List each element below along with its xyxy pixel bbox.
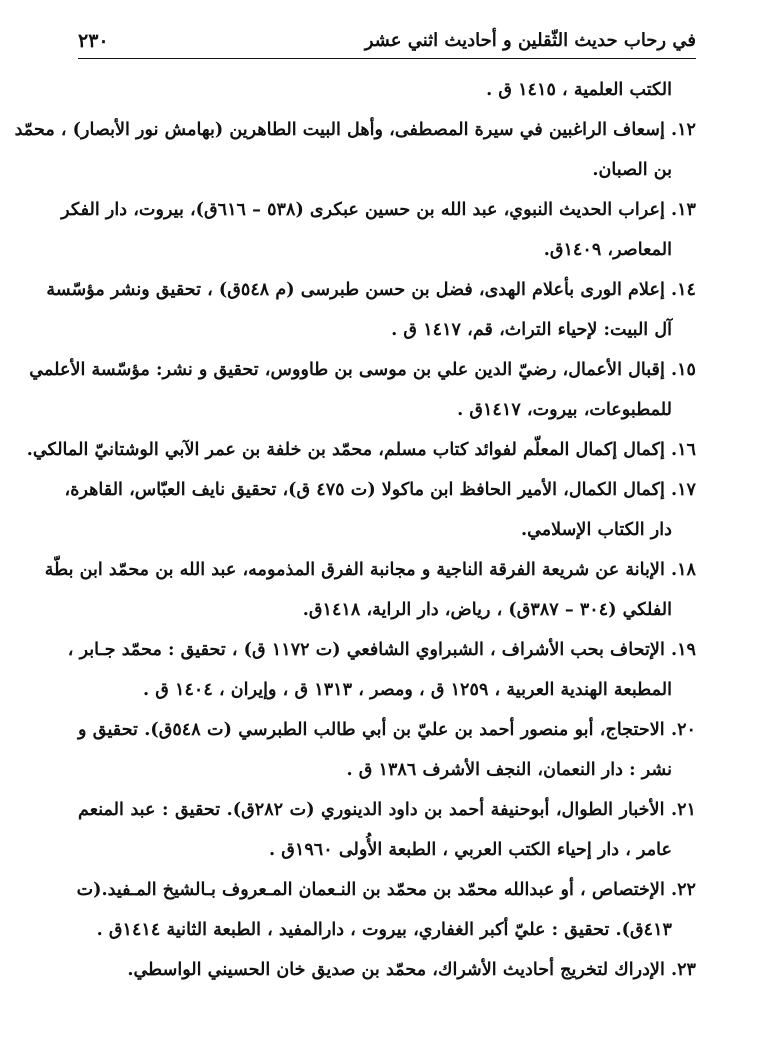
bibliography-entry-15 (29, 350, 696, 430)
continued-entry-line: الكتب العلمية ، ١٤١٥ ق . (486, 79, 672, 100)
entry-line: الفلكي (٣٠٤ – ٣٨٧ق) ، رياض، دار الراية، ١٤١٨ق. (302, 599, 672, 620)
entry-line: نشر : دار النعمان، النجف الأشرف ١٣٨٦ ق . (346, 759, 672, 780)
bibliography-entry-22 (78, 870, 696, 950)
entry-line: ١٦. إكمال إكمال المعلّم لفوائد كتاب مسلم، محمّد بن خلفة بن عمر الآبي الوشتانيّ المالكي. (26, 439, 696, 460)
bibliography-entry-21 (78, 790, 696, 870)
entry-line: بن الصبان. (592, 159, 672, 180)
entry-line: ١٥. إقبال الأعمال، رضيّ الدين علي بن موسى بن طاووس، تحقيق و نشر: مؤسّسة الأعلمي (29, 359, 696, 380)
bibliography-entry-16 (26, 430, 696, 470)
bibliography-entry-17 (64, 470, 696, 550)
entry-line: ١٩. الإتحاف بحب الأشراف ، الشبراوي الشافعي (ت ١١٧٢ ق) ، تحقيق : محمّد جـابر ، (67, 639, 696, 660)
entry-line: للمطبوعات، بيروت، ١٤١٧ق . (457, 399, 672, 420)
entry-line: المعاصر، ١٤٠٩ق. (543, 239, 672, 260)
entry-line: ٤١٣ق). تحقيق : عليّ أكبر الغفاري، بيروت ، دارالمفيد ، الطبعة الثانية ١٤١٤ق . (96, 919, 672, 940)
entry-line: ٢١. الأخبار الطوال، أبوحنيفة أحمد بن داود الدينوري (ت ٢٨٢ق). تحقيق : عبد المنعم (78, 799, 697, 820)
entry-line: ٢٠. الاحتجاج، أبو منصور أحمد بن عليّ بن أبي طالب الطبرسي (ت ٥٤٨ق). تحقيق و (78, 719, 696, 740)
entry-line: ١٤. إعلام الورى بأعلام الهدى، فضل بن حسن طبرسى (م ٥٤٨ق) ، تحقيق ونشر مؤسّسة (46, 279, 696, 300)
page-number: ٢٣٠ (78, 30, 109, 52)
entry-line: ١٨. الإبانة عن شريعة الفرقة الناجية و مجانبة الفرق المذمومه، عبد الله بن محمّد ابن بطّة (44, 559, 696, 580)
entry-line: آل البيت: لإحياء التراث، قم، ١٤١٧ ق . (391, 319, 672, 340)
bibliography-entry-23 (78, 950, 696, 990)
bibliography-entry-14 (46, 270, 696, 350)
entry-line: ١٧. إكمال الكمال، الأمير الحافظ ابن ماكولا (ت ٤٧٥ ق)، تحقيق نايف العبّاس، القاهرة، (64, 479, 696, 500)
entry-line: ٢٢. الإختصاص ، أو عبدالله محمّد بن محمّد بن النـعمان المـعروف بـالشيخ المـفيد.(ت (76, 879, 696, 900)
entry-line: ١٣. إعراب الحديث النبوي، عبد الله بن حسين عبكرى (٥٣٨ – ٦١٦ق)، بيروت، دار الفكر (61, 199, 696, 220)
entry-line: دار الكتاب الإسلامي. (520, 519, 672, 540)
entry-line: المطبعة الهندية العربية ، ١٢٥٩ ق ، ومصر ، ١٣١٣ ق ، وإيران ، ١٤٠٤ ق . (142, 679, 672, 700)
bibliography-entry-12 (14, 110, 696, 190)
bibliography-list (14, 70, 697, 990)
entry-line: ٢٣. الإدراك لتخريج أحاديث الأشراك، محمّد بن صديق خان الحسيني الواسطي. (127, 959, 696, 980)
running-title: في رحاب حديث الثّقلين و أحاديث اثني عشر (364, 30, 696, 51)
bibliography-entry-18 (44, 550, 696, 630)
bibliography-entry-13 (61, 190, 696, 270)
entry-line: ١٢. إسعاف الراغبين في سيرة المصطفى، وأهل البيت الطاهرين (بهامش نور الأبصار) ، محمّد (14, 119, 696, 140)
entry-line: عامر ، دار إحياء الكتب العربي ، الطبعة الأُولى ١٩٦٠ق . (268, 839, 672, 860)
bibliography-entry-20 (78, 710, 696, 790)
page-header (78, 18, 696, 59)
bibliography-entry-19 (67, 630, 696, 710)
